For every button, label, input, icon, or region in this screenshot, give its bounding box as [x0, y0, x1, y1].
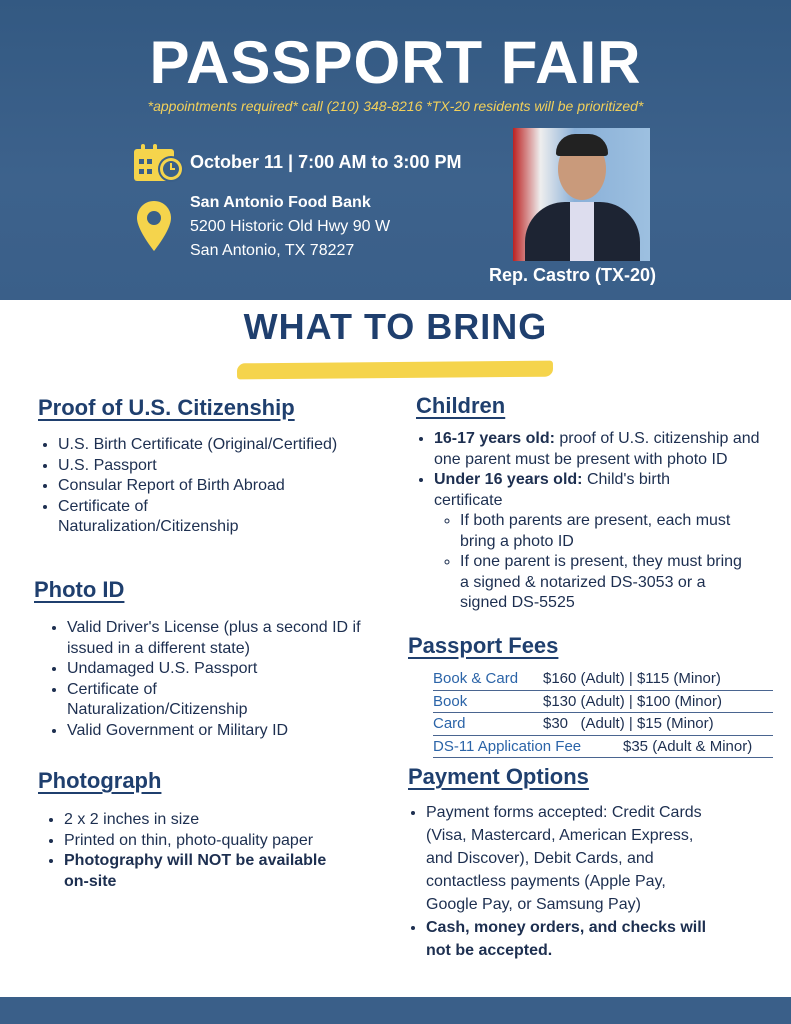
table-row: [433, 668, 773, 691]
table-row: [433, 713, 773, 736]
photo-id-title: Photo ID: [34, 577, 125, 602]
list-item: • 2 x 2 inches in size: [64, 810, 364, 831]
text: Child's birth certificate: [434, 471, 671, 509]
list-item: • U.S. Birth Certificate (Original/Certified): [58, 435, 338, 456]
list-item: • Cash, money orders, and checks will not be accepted.: [426, 916, 716, 962]
highlight-stroke: [237, 361, 553, 380]
location-pin-icon: [136, 200, 172, 252]
list-item: • Valid Government or Military ID: [67, 721, 367, 742]
list-item: • Certificate of Naturalization/Citizenship: [67, 680, 297, 721]
fee-amount: $160 (Adult) | $115 (Minor): [543, 670, 721, 688]
label: 16-17 years old:: [434, 430, 555, 447]
fees-title: Passport Fees: [408, 633, 559, 658]
list-item: ◦ If one parent is present, they must bring a signed & notarized DS-3053 or a signed DS-5525: [460, 552, 754, 614]
list-item: • Valid Driver's License (plus a second ID if issued in a different state): [67, 618, 367, 659]
fee-type: Book & Card: [433, 670, 519, 688]
fees-table: [433, 668, 773, 758]
section-heading: WHAT TO BRING: [243, 306, 548, 347]
fee-amount: $35 (Adult & Minor): [623, 737, 753, 755]
page-title: PASSPORT FAIR: [149, 29, 642, 96]
calendar-clock-icon: [133, 143, 185, 183]
list-item: • Certificate of Naturalization/Citizenship: [58, 497, 288, 538]
label: Under 16 years old:: [434, 471, 583, 488]
citizenship-title: Proof of U.S. Citizenship: [38, 395, 295, 420]
photograph-title: Photograph: [38, 768, 162, 793]
text: proof of U.S. citizenship and one parent must be present with photo ID: [434, 430, 760, 468]
payment-title: Payment Options: [408, 764, 589, 789]
citizenship-list: [38, 435, 338, 538]
photo-id-list: [47, 618, 367, 741]
sub-list: [434, 511, 754, 614]
list-item: • U.S. Passport: [58, 456, 338, 477]
rep-portrait: [513, 128, 650, 261]
payment-list: [406, 801, 716, 962]
fee-type: DS-11 Application Fee: [433, 737, 582, 755]
photograph-list: [44, 810, 364, 892]
fee-type: Card: [433, 715, 466, 733]
venue-name: San Antonio Food Bank: [190, 194, 371, 211]
address-line-2: San Antonio, TX 78227: [190, 242, 355, 259]
list-item: ◦ If both parents are present, each must bring a photo ID: [460, 511, 754, 552]
list-item: [434, 429, 774, 470]
list-item: • Printed on thin, photo-quality paper: [64, 831, 364, 852]
list-item: • Consular Report of Birth Abroad: [58, 476, 338, 497]
fee-amount: $130 (Adult) | $100 (Minor): [543, 692, 722, 710]
fee-amount: $30 (Adult) | $15 (Minor): [543, 715, 714, 733]
list-item: • Undamaged U.S. Passport: [67, 659, 367, 680]
list-item: [434, 470, 742, 614]
address-line-1: 5200 Historic Old Hwy 90 W: [190, 218, 391, 235]
children-list: [414, 429, 774, 614]
portrait-caption: Rep. Castro (TX-20): [489, 265, 657, 285]
header-banner: [0, 0, 791, 300]
table-row: [433, 736, 773, 759]
event-location: [190, 191, 390, 263]
footer-bar: [0, 997, 791, 1024]
appointment-note: *appointments required* call (210) 348-8216 *TX-20 residents will be prioritized*: [147, 98, 644, 114]
list-item: • Payment forms accepted: Credit Cards (Visa, Mastercard, American Express, and Discover), Debit Cards, and contactless payments (Apple Pay, Google Pay, or Samsung Pay): [426, 801, 716, 916]
fee-type: Book: [433, 692, 468, 710]
event-date: October 11 | 7:00 AM to 3:00 PM: [190, 152, 462, 172]
table-row: [433, 691, 773, 714]
list-item: • Photography will NOT be available on-site: [64, 851, 354, 892]
children-title: Children: [416, 393, 506, 418]
